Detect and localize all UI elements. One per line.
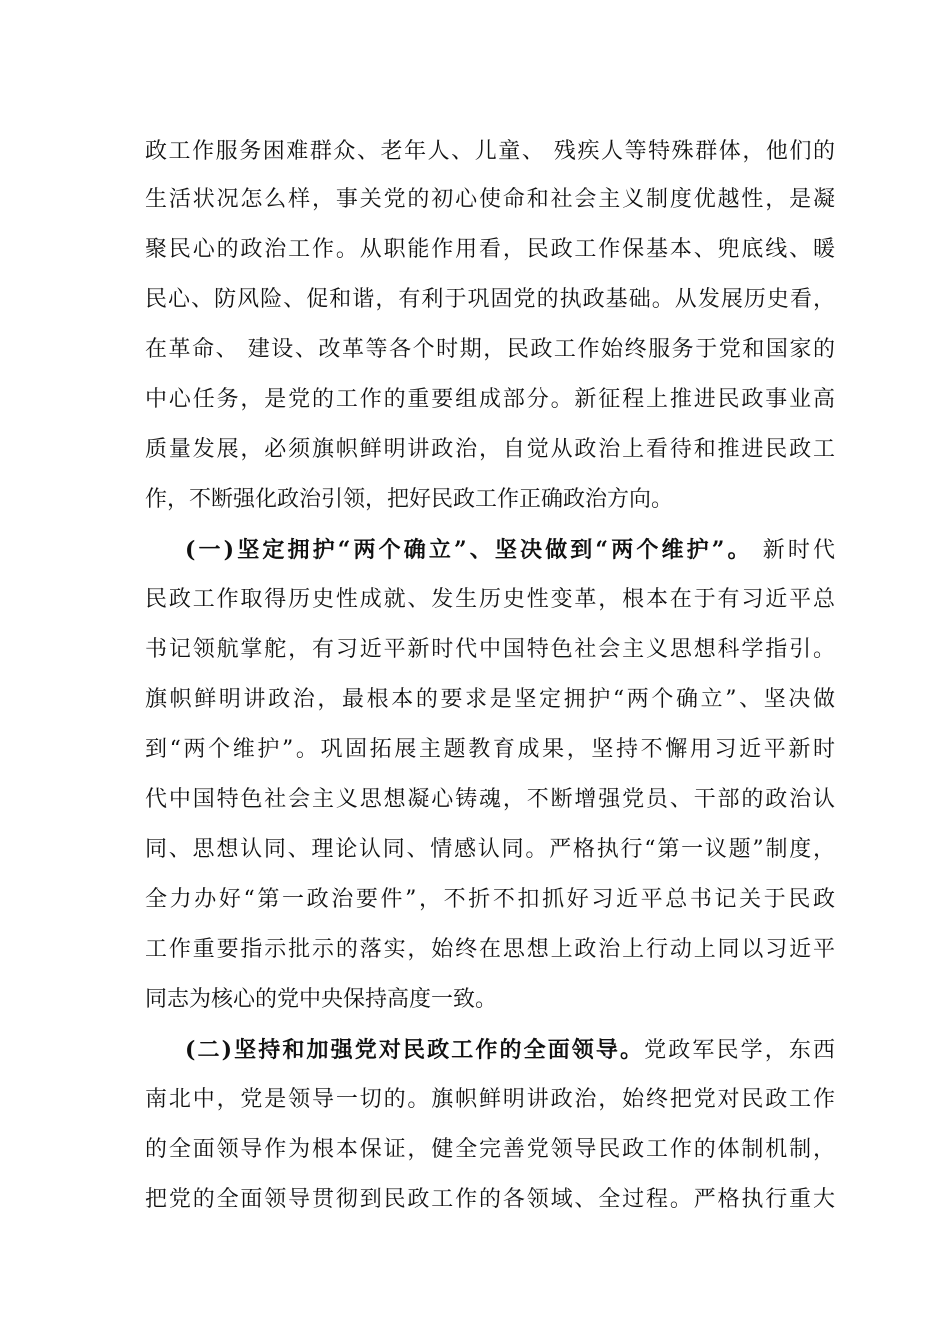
body-text-line: 质量发展，必须旗帜鲜明讲政治，自觉从政治上看待和推进民政工: [145, 437, 835, 462]
body-text-line: 书记领航掌舵，有习近平新时代中国特色社会主义思想科学指引。: [145, 637, 835, 662]
section-heading-1: (一)坚定拥护“两个确立”、坚决做到“两个维护”。: [185, 537, 753, 563]
body-text-line: 旗帜鲜明讲政治，最根本的要求是坚定拥护“两个确立”、坚决做: [145, 687, 835, 712]
body-text-line: 到“两个维护”。巩固拓展主题教育成果，坚持不懈用习近平新时: [145, 737, 835, 762]
body-text-fragment: 党政军民学，东西: [644, 1038, 835, 1063]
body-text-line: 民心、防风险、促和谐，有利于巩固党的执政基础。从发展历史看，: [145, 287, 835, 312]
body-text-line: 在革命、 建设、改革等各个时期，民政工作始终服务于党和国家的: [145, 337, 835, 362]
body-text-line: 工作重要指示批示的落实，始终在思想上政治上行动上同以习近平: [145, 937, 835, 962]
body-text-line: 代中国特色社会主义思想凝心铸魂，不断增强党员、干部的政治认: [145, 787, 835, 812]
body-text-line: 把党的全面领导贯彻到民政工作的各领域、全过程。严格执行重大: [145, 1187, 835, 1212]
body-text-line: 聚民心的政治工作。从职能作用看，民政工作保基本、兜底线、暖: [145, 237, 835, 262]
section-heading-line: [185, 1032, 835, 1068]
body-text-line: 的全面领导作为根本保证，健全完善党领导民政工作的体制机制，: [145, 1137, 835, 1162]
section-heading-line: [185, 532, 835, 568]
body-text-line: 同志为核心的党中央保持高度一致。: [145, 987, 498, 1012]
body-text-line: 作，不断强化政治引领，把好民政工作正确政治方向。: [145, 487, 674, 512]
body-text-line: 同、思想认同、理论认同、情感认同。严格执行“第一议题”制度，: [145, 837, 835, 862]
body-text-line: 全力办好“第一政治要件”，不折不扣抓好习近平总书记关于民政: [145, 887, 835, 912]
body-text-line: 民政工作取得历史性成就、发生历史性变革，根本在于有习近平总: [145, 587, 835, 612]
body-text-fragment: 新时代: [762, 538, 835, 563]
body-text-line: 生活状况怎么样，事关党的初心使命和社会主义制度优越性，是凝: [145, 187, 835, 212]
body-text-line: 政工作服务困难群众、老年人、儿童、 残疾人等特殊群体，他们的: [145, 139, 835, 164]
section-heading-2: (二)坚持和加强党对民政工作的全面领导。: [185, 1037, 645, 1063]
body-text-line: 中心任务，是党的工作的重要组成部分。新征程上推进民政事业高: [145, 387, 835, 412]
body-text-line: 南北中，党是领导一切的。旗帜鲜明讲政治，始终把党对民政工作: [145, 1087, 835, 1112]
